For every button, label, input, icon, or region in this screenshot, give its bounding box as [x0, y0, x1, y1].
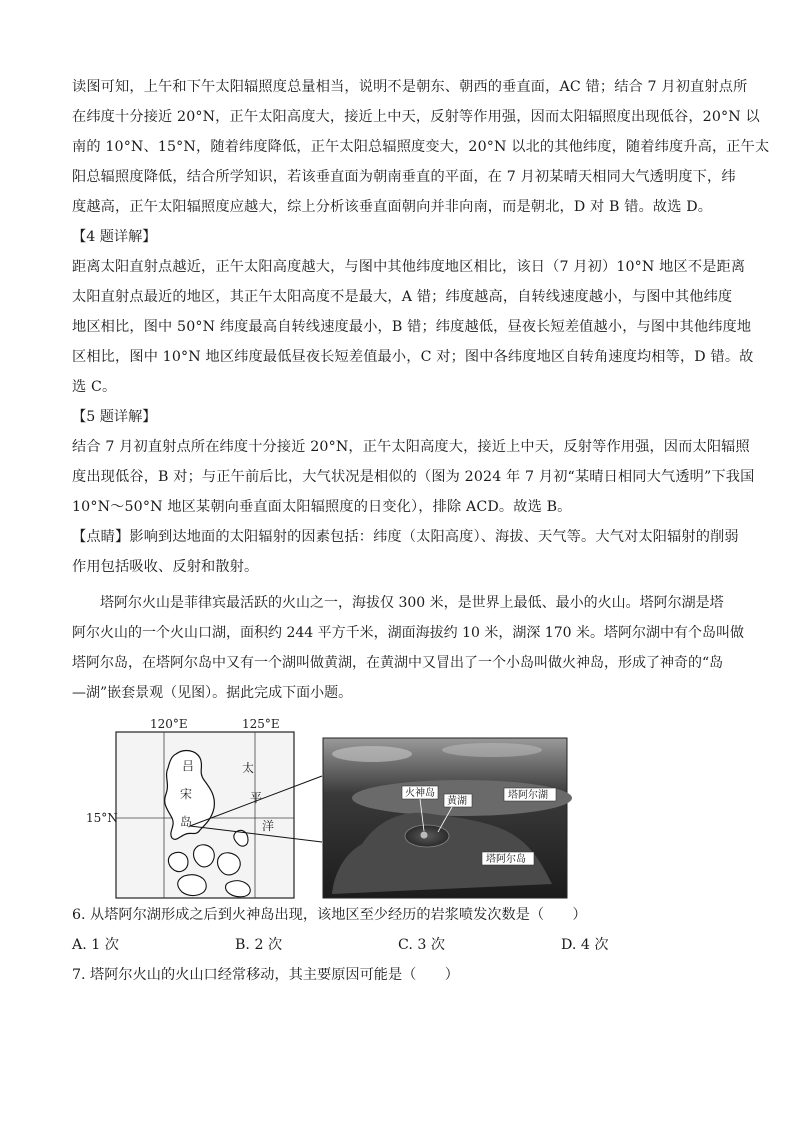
text-line: 区相比，图中 10°N 地区纬度最低昼夜长短差值最小，C 对；图中各纬度地区自转角速度均相等，D 错。故: [72, 349, 754, 365]
solution-paragraph-5: [72, 432, 755, 522]
volcano-island: [421, 832, 428, 839]
option-d[interactable]: D. 4 次: [561, 937, 609, 953]
question-6: 6. 从塔阿尔湖形成之后到火神岛出现，该地区至少经历的岩浆喷发次数是（ ）: [72, 907, 587, 923]
text-line: 作用包括吸收、反射和散射。: [72, 559, 259, 575]
ocean-name-char: 洋: [262, 819, 275, 833]
ocean-name-char: 太: [242, 761, 255, 775]
longitude-label-120: 120°E: [150, 717, 188, 731]
island-name-char: 岛: [180, 815, 193, 829]
island-shape: [218, 853, 241, 875]
label-volcano-island: 火神岛: [405, 788, 435, 799]
text-line: 塔阿尔火山是菲律宾最活跃的火山之一，海拔仅 300 米，是世界上最低、最小的火山。塔阿尔湖是塔: [100, 595, 724, 611]
text-line: 阿尔火山的一个火山口湖，面积约 244 平方千米，湖面海拔约 10 米，湖深 170 米。塔阿尔湖中有个岛叫做: [72, 625, 744, 641]
document-page: [72, 72, 770, 990]
option-a[interactable]: A. 1 次: [72, 937, 119, 953]
heading-q5-solution: 【5 题详解】: [72, 409, 157, 425]
text-line: 南的 10°N、15°N，随着纬度降低，正午太阳总辐照度变大，20°N 以北的其他纬度，随着纬度升高，正午太: [72, 139, 770, 155]
question-6-options: [72, 930, 724, 960]
question-7: 7. 塔阿尔火山的火山口经常移动，其主要原因可能是（ ）: [72, 967, 459, 983]
text-line: 度出现低谷，B 对；与正午前后比，大气状况是相似的（图为 2024 年 7 月初“某晴日相同大气透明”下我国: [72, 469, 755, 485]
text-line: —湖”嵌套景观（见图）。据此完成下面小题。: [72, 685, 353, 701]
island-name-char: 吕: [182, 759, 195, 773]
island-shape: [178, 875, 206, 896]
cloud-shape: [442, 743, 542, 757]
cloud-shape: [332, 746, 412, 762]
label-taal-lake: 塔阿尔湖: [508, 790, 548, 801]
figure-taal-volcano: [72, 714, 724, 900]
text-line: 阳总辐照度降低，结合所学知识，若该垂直面为朝南垂直的平面，在 7 月初某晴天相同大气透明度下，纬: [72, 169, 736, 185]
text-line: 选 C。: [72, 379, 117, 395]
figure-svg: [72, 714, 592, 900]
heading-q4-solution: 【4 题详解】: [72, 229, 157, 245]
text-line: 【点睛】影响到达地面的太阳辐射的因素包括：纬度（太阳高度）、海拔、天气等。大气对太阳辐射的削弱: [72, 529, 739, 545]
reading-passage: [72, 588, 744, 708]
option-b[interactable]: B. 2 次: [235, 937, 283, 953]
label-taal-island: 塔阿尔岛: [486, 854, 526, 865]
text-line: 塔阿尔岛，在塔阿尔岛中又有一个湖叫做黄湖，在黄湖中又冒出了一个小岛叫做火神岛，形成了神奇的“岛: [72, 655, 724, 671]
island-name-char: 宋: [180, 787, 193, 801]
text-line: 距离太阳直射点越近，正午太阳高度越大，与图中其他纬度地区相比，该日（7 月初）10°N 地区不是距离: [72, 259, 746, 275]
text-line: 读图可知，上午和下午太阳辐照度总量相当，说明不是朝东、朝西的垂直面，AC 错；结合 7 月初直射点所: [72, 79, 748, 95]
ocean-name-char: 平: [250, 791, 263, 805]
key-point-note: [72, 522, 739, 582]
solution-paragraph-3: [72, 72, 770, 222]
latitude-label-15: 15°N: [86, 811, 118, 825]
text-line: 10°N～50°N 地区某朝向垂直面太阳辐照度的日变化），排除 ACD。故选 B。: [72, 499, 572, 515]
text-line: 太阳直射点最近的地区，其正午太阳高度不是最大，A 错；纬度越高，自转线速度越小，与图中其他纬度: [72, 289, 733, 305]
label-yellow-lake: 黄湖: [447, 796, 467, 807]
text-line: 地区相比，图中 50°N 纬度最高自转线速度最小，B 错；纬度越低，昼夜长短差值越小，与图中其他纬度地: [72, 319, 752, 335]
solution-paragraph-4: [72, 252, 754, 402]
option-c[interactable]: C. 3 次: [398, 937, 446, 953]
text-line: 在纬度十分接近 20°N，正午太阳高度大，接近上中天，反射等作用强，因而太阳辐照度出现低谷，20°N 以: [72, 109, 760, 125]
longitude-label-125: 125°E: [242, 717, 280, 731]
text-line: 结合 7 月初直射点所在纬度十分接近 20°N，正午太阳高度大，接近上中天，反射等作用强，因而太阳辐照: [72, 439, 750, 455]
text-line: 度越高，正午太阳辐照度应越大，综上分析该垂直面朝向并非向南，而是朝北，D 对 B 错。故选 D。: [72, 199, 713, 215]
